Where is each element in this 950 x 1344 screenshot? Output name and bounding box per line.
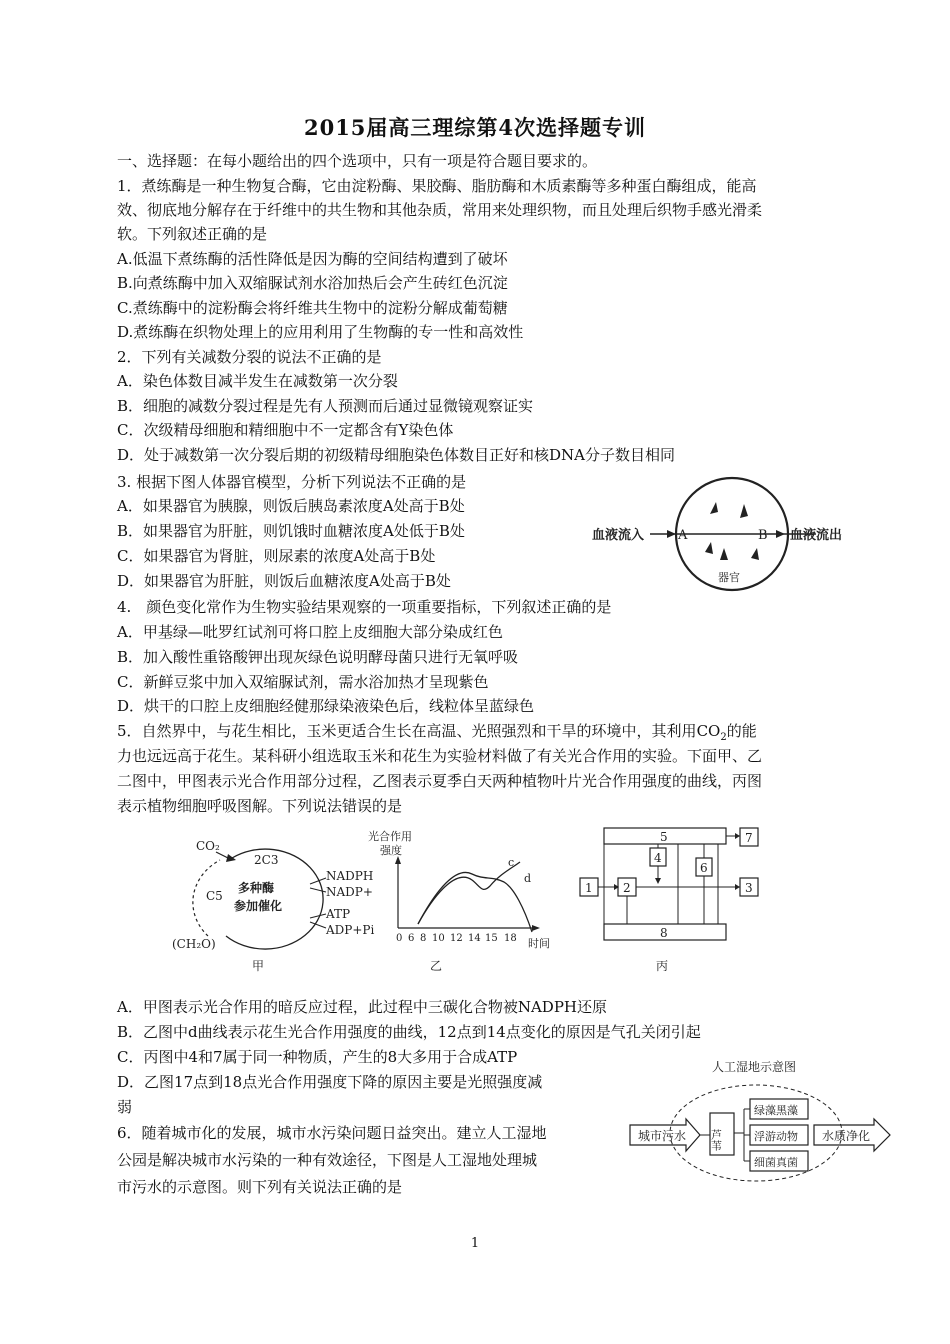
x-tick: 10 bbox=[432, 933, 445, 944]
blood-outflow-label: 血液流出 bbox=[790, 528, 843, 543]
q1-option-a: A.低温下煮练酶的活性降低是因为酶的空间结构遭到了破坏 bbox=[117, 250, 508, 268]
figure-bing-caption: 丙 bbox=[656, 959, 669, 973]
figure-yi-caption: 乙 bbox=[430, 959, 443, 973]
q5-stem-line: 力也远远高于花生。某科研小组选取玉米和花生为实验材料做了有关光合作用的实验。下面甲、乙 bbox=[117, 747, 763, 765]
q1-stem-line: 效、彻底地分解存在于纤维中的共生物和其他杂质，常用来处理织物，而且处理后织物手感光滑柔 bbox=[117, 201, 763, 219]
q5-option-d-cont: 弱 bbox=[117, 1098, 133, 1116]
section-intro: 一、选择题：在每小题给出的四个选项中，只有一项是符合题目要求的。 bbox=[117, 152, 598, 170]
figure-bing-respiration-diagram bbox=[578, 824, 768, 974]
input-label: 城市污水 bbox=[638, 1129, 687, 1143]
curve-c-label: c bbox=[508, 856, 515, 869]
algae-label: 绿藻黑藻 bbox=[754, 1104, 798, 1117]
q6-stem-line: 公园是解决城市水污染的一种有效途径，下图是人工湿地处理城 bbox=[117, 1151, 538, 1169]
q1-stem-line: 软。下列叙述正确的是 bbox=[117, 225, 268, 243]
q1-option-d: D.煮练酶在织物处理上的应用利用了生物酶的专一性和高效性 bbox=[117, 323, 524, 341]
page-number: 1 bbox=[470, 1236, 480, 1251]
q4-stem: 4. 颜色变化常作为生物实验结果观察的一项重要指标，下列叙述正确的是 bbox=[117, 598, 612, 616]
organ-model-figure bbox=[590, 466, 860, 591]
atp-label: ATP bbox=[326, 907, 351, 921]
q5-option-d: D．乙图17点到18点光合作用强度下降的原因主要是光照强度减 bbox=[117, 1073, 543, 1091]
node-5: 5 bbox=[660, 830, 668, 844]
output-label: 水质净化 bbox=[822, 1129, 871, 1143]
q1-option-c: C.煮练酶中的淀粉酶会将纤维共生物中的淀粉分解成葡萄糖 bbox=[117, 299, 508, 317]
q2-option-b: B．细胞的减数分裂过程是先有人预测而后通过显微镜观察证实 bbox=[117, 397, 534, 415]
nadp-label: NADP+ bbox=[326, 885, 373, 899]
wetland-diagram-title: 人工湿地示意图 bbox=[712, 1060, 797, 1074]
q5-option-a: A．甲图表示光合作用的暗反应过程，此过程中三碳化合物被NADPH还原 bbox=[117, 998, 607, 1016]
q5-stem-line: 二图中，甲图表示光合作用部分过程，乙图表示夏季白天两种植物叶片光合作用强度的曲线，丙图 bbox=[117, 772, 763, 790]
node-2: 2 bbox=[623, 881, 631, 895]
q3-option-c: C．如果器官为肾脏，则尿素的浓度A处高于B处 bbox=[117, 547, 436, 565]
plankton-label: 浮游动物 bbox=[754, 1130, 798, 1143]
enzyme-label-2: 参加催化 bbox=[234, 899, 283, 913]
node-4: 4 bbox=[654, 851, 662, 865]
q5-stem-pre: 5．自然界中，与花生相比，玉米更适合生长在高温、光照强烈和干旱的环境中，其利用 bbox=[117, 722, 697, 740]
c3-label: 2C3 bbox=[254, 853, 279, 867]
adp-label: ADP+Pi bbox=[326, 923, 375, 937]
q3-option-a: A．如果器官为胰腺，则饭后胰岛素浓度A处高于B处 bbox=[117, 497, 465, 515]
node-7: 7 bbox=[745, 831, 753, 845]
node-3: 3 bbox=[745, 881, 753, 895]
q5-stem-line: 表示植物细胞呼吸图解。下列说法错误的是 bbox=[117, 797, 403, 815]
node-1: 1 bbox=[585, 881, 593, 895]
x-tick: 14 bbox=[468, 933, 481, 944]
q5-stem-post: 的能 bbox=[726, 722, 757, 740]
wetland-diagram bbox=[628, 1055, 900, 1185]
q1-stem-line: 1．煮练酶是一种生物复合酶，它由淀粉酶、果胶酶、脂肪酶和木质素酶等多种蛋白酶组成，能高 bbox=[117, 177, 757, 195]
node-6: 6 bbox=[700, 861, 708, 875]
point-a-label: A bbox=[678, 528, 688, 543]
q3-option-d: D．如果器官为肝脏，则饭后血糖浓度A处高于B处 bbox=[117, 572, 451, 590]
x-tick: 15 bbox=[485, 933, 498, 944]
q5-option-b: B．乙图中d曲线表示花生光合作用强度的曲线，12点到14点变化的原因是气孔关闭引起 bbox=[117, 1023, 701, 1041]
curve-d-label: d bbox=[524, 872, 532, 885]
q4-option-b: B．加入酸性重铬酸钾出现灰绿色说明酵母菌只进行无氧呼吸 bbox=[117, 648, 519, 666]
x-axis-label: 时间 bbox=[528, 937, 550, 950]
y-axis-label-2: 强度 bbox=[380, 844, 402, 857]
organ-label: 器官 bbox=[718, 571, 740, 584]
q6-stem-line: 市污水的示意图。则下列有关说法正确的是 bbox=[117, 1178, 403, 1196]
x-tick: 0 bbox=[396, 933, 403, 944]
q4-option-c: C．新鲜豆浆中加入双缩脲试剂，需水浴加热才呈现紫色 bbox=[117, 673, 489, 691]
ch2o-label: (CH₂O) bbox=[172, 937, 216, 951]
x-tick: 12 bbox=[450, 933, 463, 944]
point-b-label: B bbox=[758, 528, 768, 543]
microbe-label: 细菌真菌 bbox=[754, 1156, 798, 1169]
q4-option-a: A．甲基绿—吡罗红试剂可将口腔上皮细胞大部分染成红色 bbox=[117, 623, 503, 641]
q3-stem: 3. 根据下图人体器官模型，分析下列说法不正确的是 bbox=[117, 473, 467, 491]
q1-option-b: B.向煮练酶中加入双缩脲试剂水浴加热后会产生砖红色沉淀 bbox=[117, 274, 508, 292]
enzyme-label-1: 多种酶 bbox=[238, 881, 275, 895]
figure-yi-photosynthesis-curves bbox=[368, 828, 568, 978]
page-title: 2015届高三理综第4次选择题专训 bbox=[303, 115, 647, 140]
nadph-label: NADPH bbox=[326, 869, 374, 883]
q2-option-a: A．染色体数目减半发生在减数第一次分裂 bbox=[117, 372, 398, 390]
q4-option-d: D．烘干的口腔上皮细胞经健那绿染液染色后，线粒体呈蓝绿色 bbox=[117, 697, 535, 715]
co2-subscript: 2 bbox=[720, 732, 727, 743]
q2-option-c: C．次级精母细胞和精细胞中不一定都含有Y染色体 bbox=[117, 421, 454, 439]
y-axis-label-1: 光合作用 bbox=[368, 830, 412, 843]
q5-option-c: C．丙图中4和7属于同一种物质，产生的8大多用于合成ATP bbox=[117, 1048, 518, 1066]
figure-jia-calvin-cycle bbox=[168, 828, 383, 978]
co2-label: CO₂ bbox=[196, 839, 220, 853]
node-8: 8 bbox=[660, 926, 668, 940]
c5-label: C5 bbox=[206, 889, 223, 903]
q2-stem: 2．下列有关减数分裂的说法不正确的是 bbox=[117, 348, 382, 366]
co2-text: CO bbox=[696, 722, 721, 740]
q2-option-d: D．处于减数第一次分裂后期的初级精母细胞染色体数目正好和核DNA分子数目相同 bbox=[117, 446, 676, 464]
q6-stem-line: 6．随着城市化的发展，城市水污染问题日益突出。建立人工湿地 bbox=[117, 1124, 547, 1142]
x-tick: 6 bbox=[408, 933, 415, 944]
x-tick: 18 bbox=[504, 933, 517, 944]
x-tick: 8 bbox=[420, 933, 427, 944]
q3-option-b: B．如果器官为肝脏，则饥饿时血糖浓度A处低于B处 bbox=[117, 522, 465, 540]
blood-inflow-label: 血液流入 bbox=[592, 528, 645, 543]
figure-jia-caption: 甲 bbox=[252, 959, 265, 973]
reed-label: 芦苇 bbox=[709, 1129, 723, 1151]
